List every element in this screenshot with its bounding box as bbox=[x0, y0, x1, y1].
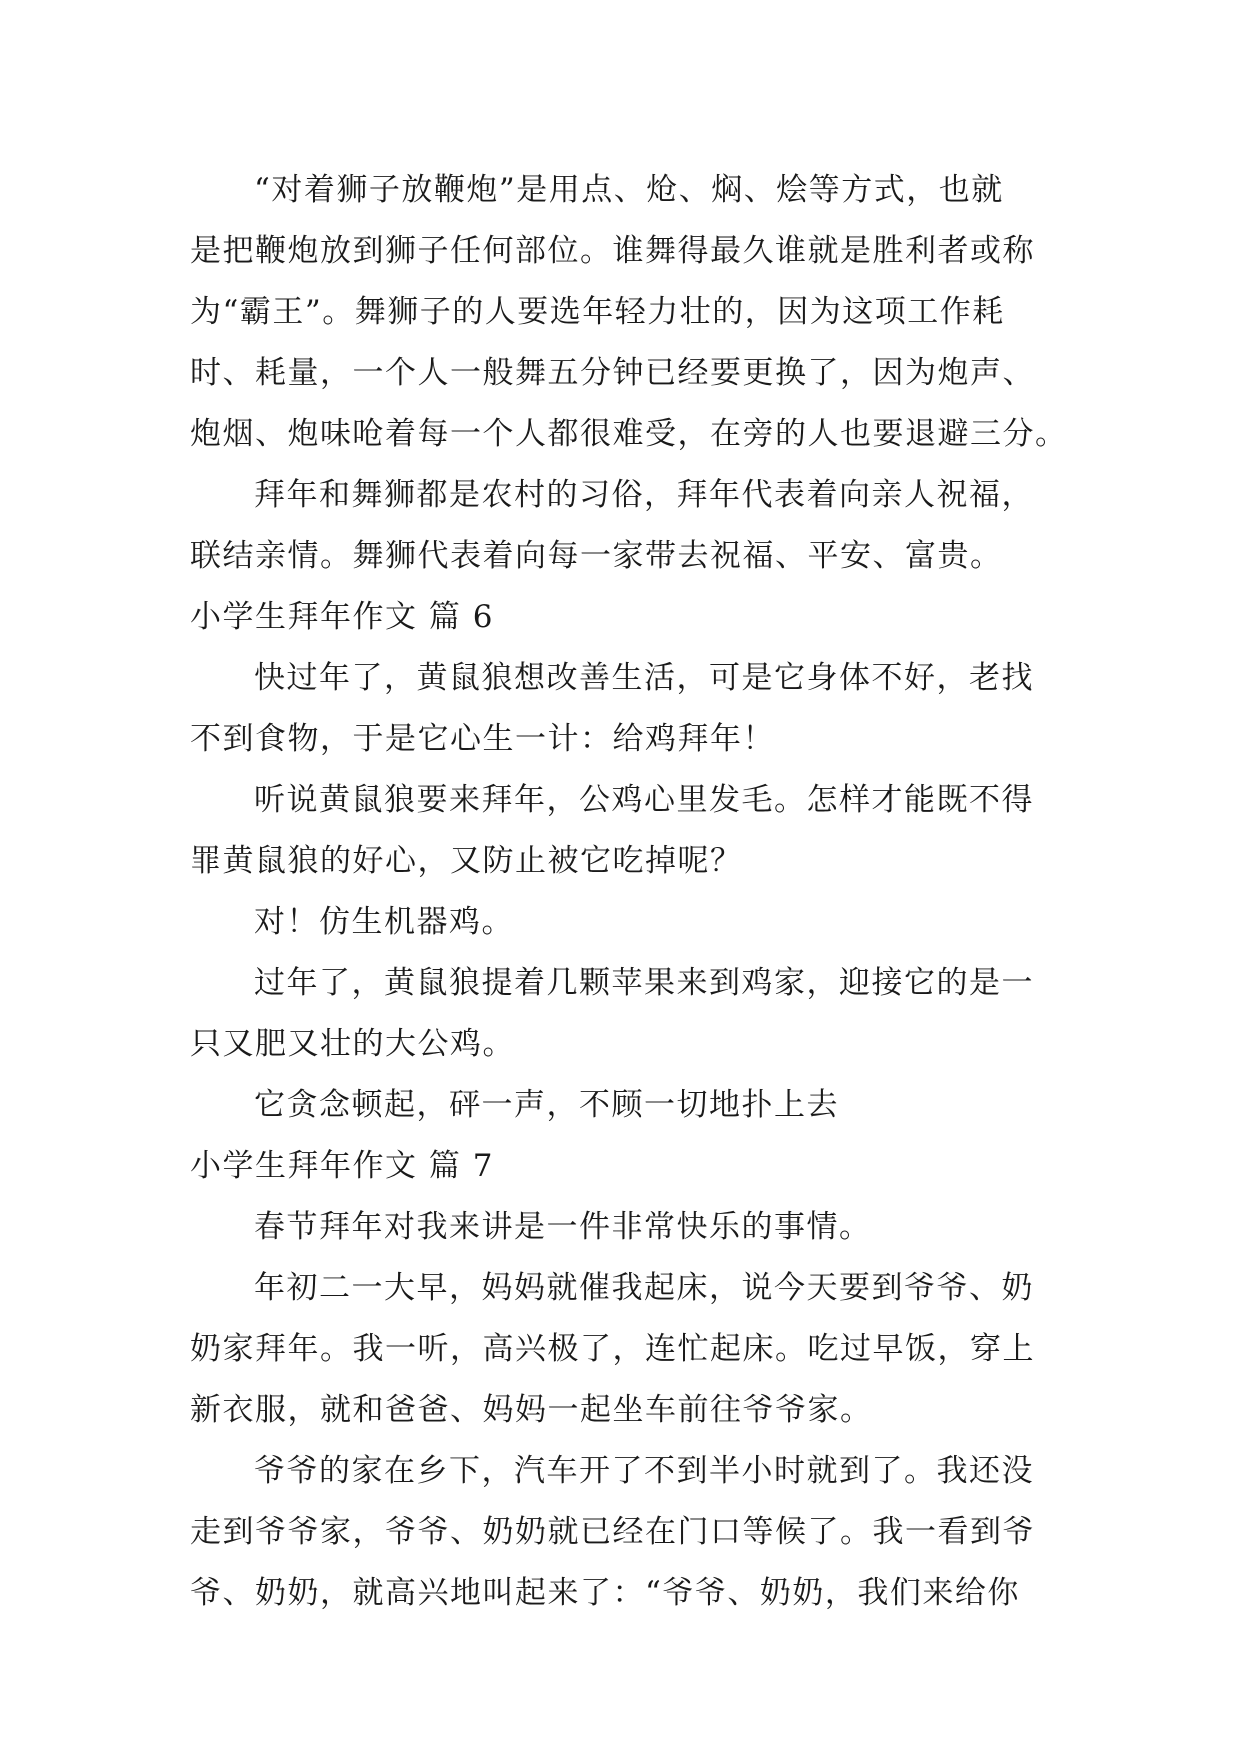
paragraph-line: 爷爷的家在乡下，汽车开了不到半小时就到了。我还没 bbox=[254, 1453, 1034, 1489]
paragraph-line: 年初二一大早，妈妈就催我起床，说今天要到爷爷、奶 bbox=[254, 1270, 1034, 1306]
paragraph-line: 奶家拜年。我一听，高兴极了，连忙起床。吃过早饭，穿上 bbox=[190, 1331, 1035, 1367]
paragraph-line: 走到爷爷家，爷爷、奶奶就已经在门口等候了。我一看到爷 bbox=[190, 1514, 1035, 1550]
paragraph-line: 为“霸王”。舞狮子的人要选年轻力壮的，因为这项工作耗 bbox=[190, 294, 1005, 330]
paragraph-line: 快过年了，黄鼠狼想改善生活，可是它身体不好，老找 bbox=[254, 660, 1034, 696]
paragraph-line: 新衣服，就和爸爸、妈妈一起坐车前往爷爷家。 bbox=[190, 1392, 873, 1428]
paragraph-line: 爷、奶奶，就高兴地叫起来了：“爷爷、奶奶，我们来给你 bbox=[190, 1575, 1020, 1611]
paragraph-line: 只又肥又壮的大公鸡。 bbox=[190, 1026, 515, 1062]
paragraph-line: 不到食物，于是它心生一计：给鸡拜年！ bbox=[190, 721, 775, 757]
paragraph-line: 对！仿生机器鸡。 bbox=[254, 904, 514, 940]
paragraph-line: 炮烟、炮味呛着每一个人都很难受，在旁的人也要退避三分。 bbox=[190, 416, 1068, 452]
section-heading: 小学生拜年作文 篇 6 bbox=[190, 599, 494, 635]
paragraph-line: 它贪念顿起，砰一声，不顾一切地扑上去 bbox=[254, 1087, 839, 1123]
paragraph-line: 罪黄鼠狼的好心，又防止被它吃掉呢？ bbox=[190, 843, 743, 879]
paragraph-line: 拜年和舞狮都是农村的习俗，拜年代表着向亲人祝福， bbox=[254, 477, 1034, 513]
document-body bbox=[190, 160, 1068, 1624]
paragraph-line: 春节拜年对我来讲是一件非常快乐的事情。 bbox=[254, 1209, 872, 1245]
paragraph-line: 时、耗量，一个人一般舞五分钟已经要更换了，因为炮声、 bbox=[190, 355, 1035, 391]
paragraph-line: 是把鞭炮放到狮子任何部位。谁舞得最久谁就是胜利者或称 bbox=[190, 233, 1035, 269]
section-heading: 小学生拜年作文 篇 7 bbox=[190, 1148, 494, 1184]
paragraph-line: 听说黄鼠狼要来拜年，公鸡心里发毛。怎样才能既不得 bbox=[254, 782, 1034, 818]
paragraph-line: 联结亲情。舞狮代表着向每一家带去祝福、平安、富贵。 bbox=[190, 538, 1003, 574]
paragraph-line: 过年了，黄鼠狼提着几颗苹果来到鸡家，迎接它的是一 bbox=[254, 965, 1034, 1001]
paragraph-line: “对着狮子放鞭炮”是用点、炝、焖、烩等方式，也就 bbox=[254, 172, 1004, 208]
